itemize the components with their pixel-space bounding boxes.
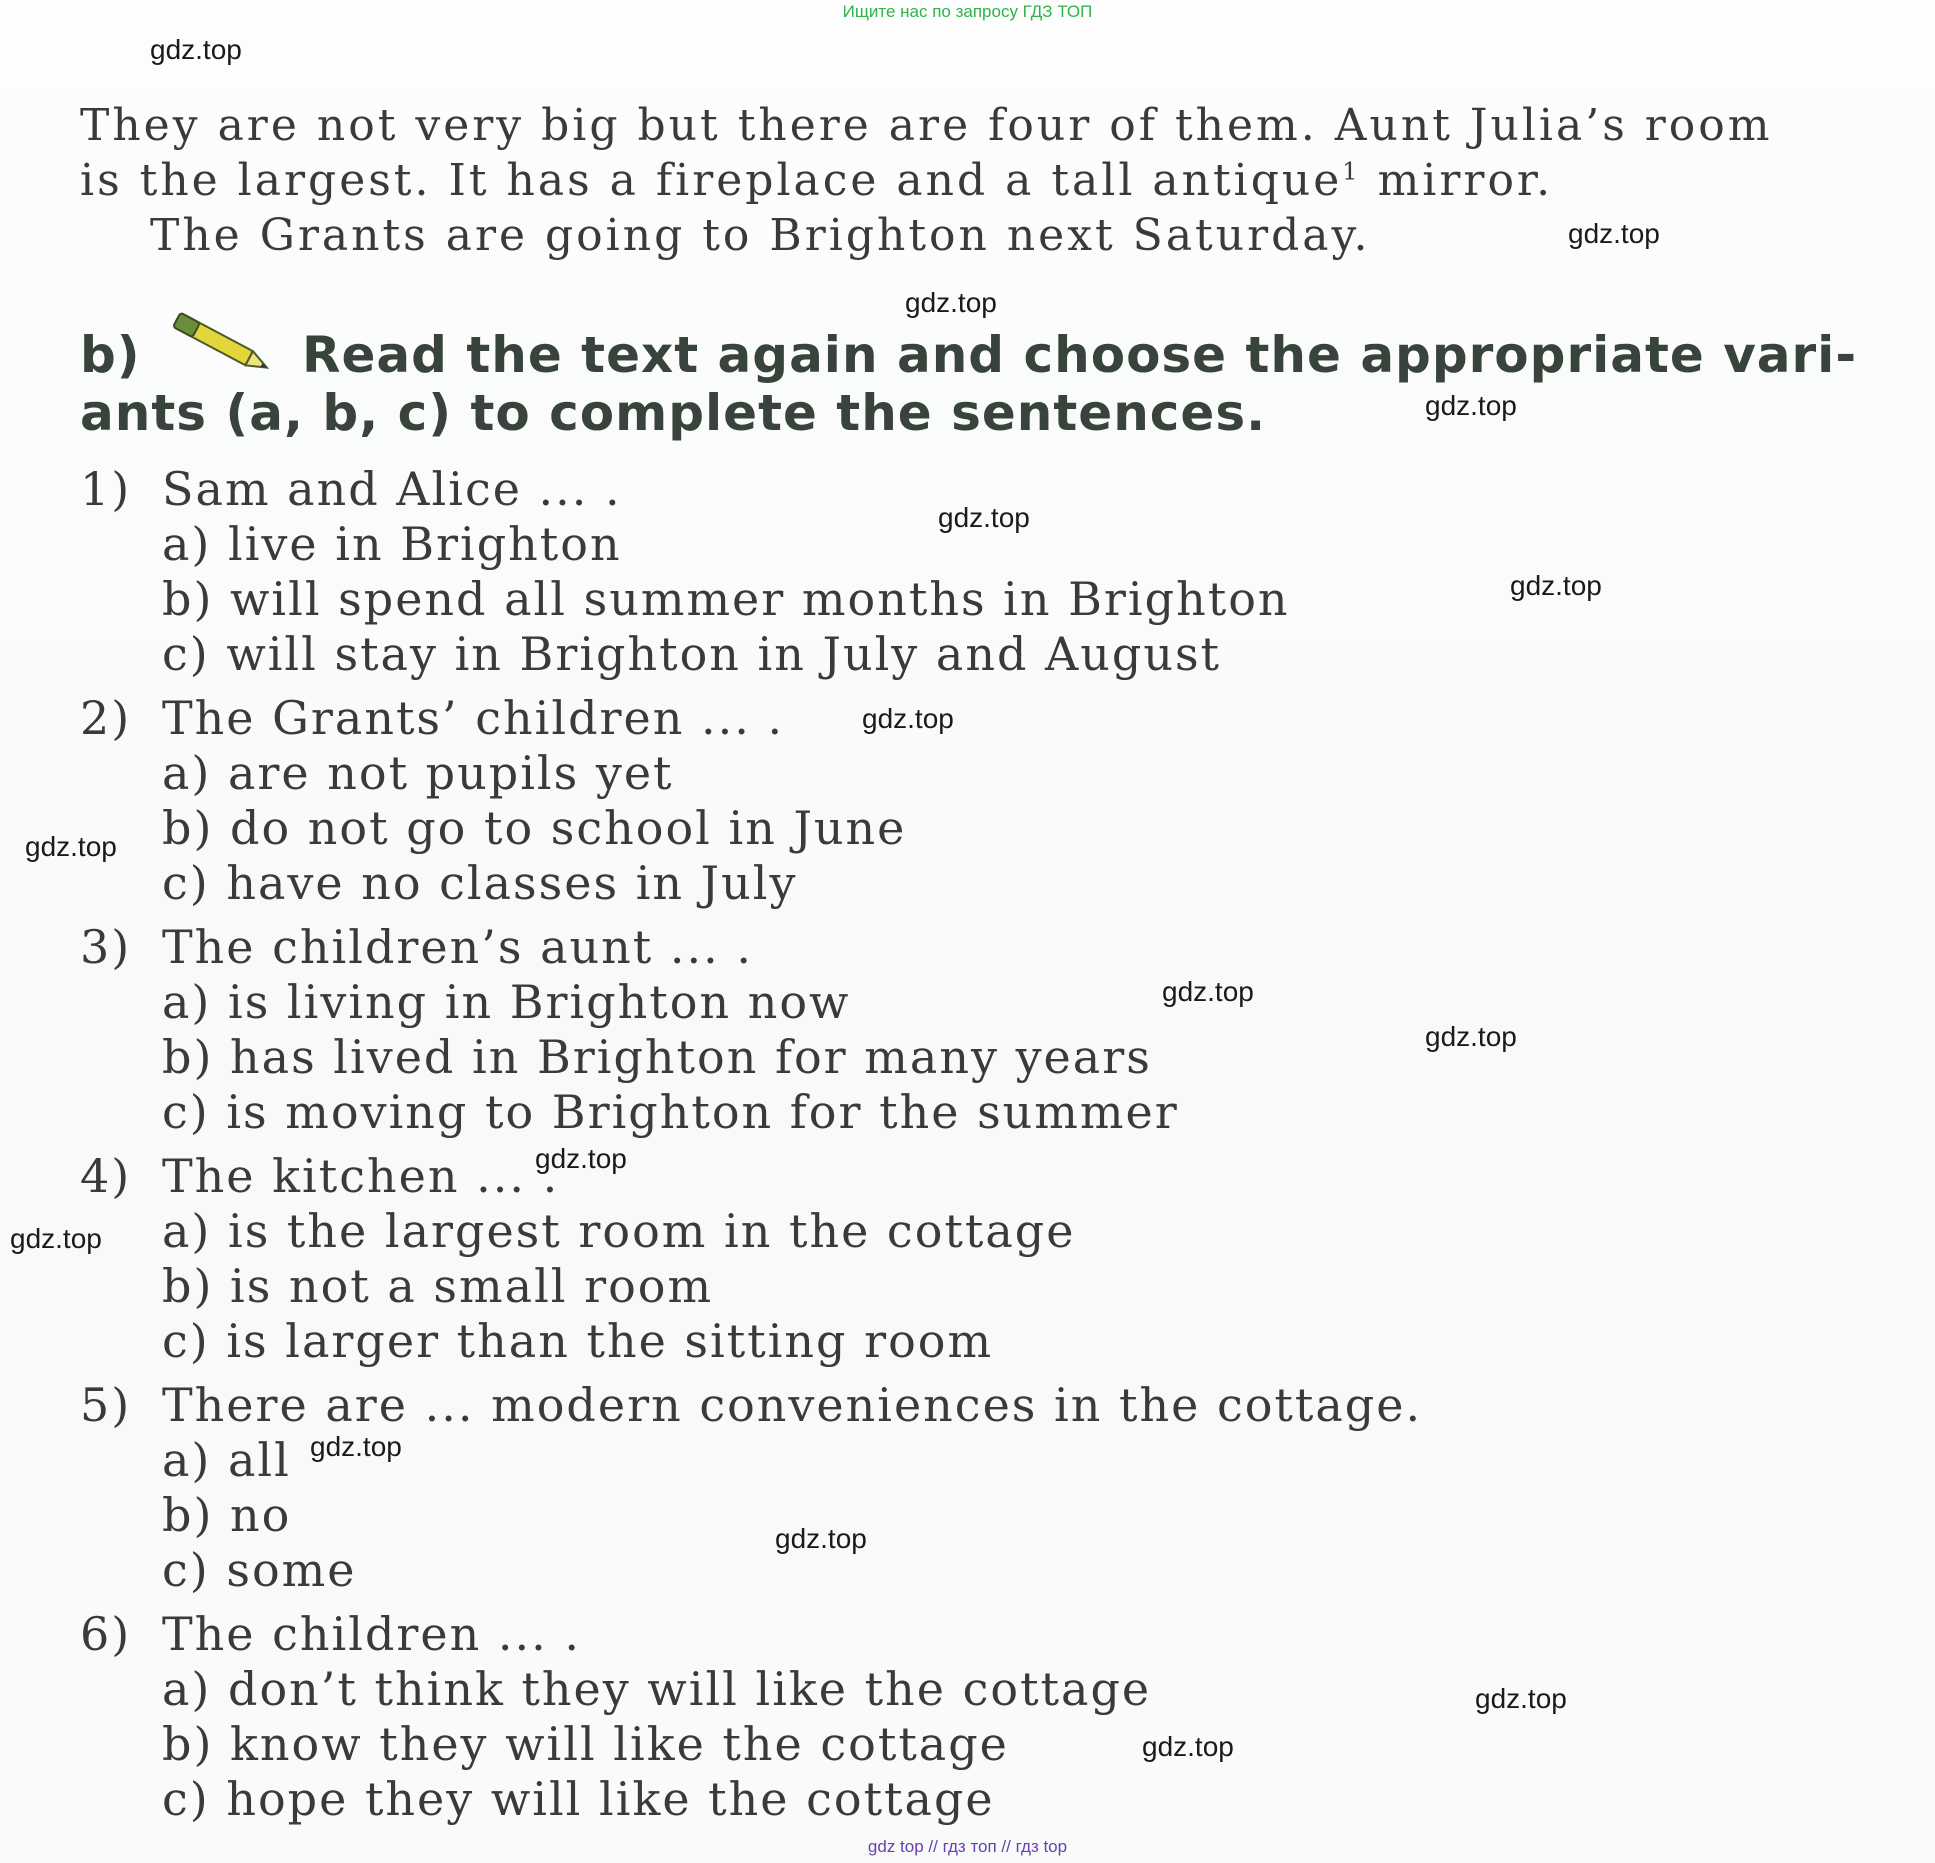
question-1-option-b: b) will spend all summer months in Brighton bbox=[162, 572, 1290, 626]
question-4-option-c: c) is larger than the sitting room bbox=[162, 1314, 994, 1368]
watermark: gdz.top bbox=[310, 1431, 402, 1462]
task-line-1: Read the text again and choose the appropriate vari- bbox=[302, 326, 1858, 384]
watermark: gdz.top bbox=[1475, 1683, 1567, 1714]
question-2-option-a: a) are not pupils yet bbox=[162, 746, 674, 800]
pencil-icon bbox=[160, 310, 280, 380]
question-5-number: 5) bbox=[80, 1378, 132, 1432]
question-3-text: The children’s aunt ... . bbox=[162, 920, 753, 974]
watermark: gdz.top bbox=[1568, 218, 1660, 249]
question-3-option-c: c) is moving to Brighton for the summer bbox=[162, 1085, 1179, 1139]
question-2-text: The Grants’ children ... . bbox=[162, 691, 785, 745]
intro-line-2 bbox=[80, 155, 1553, 206]
question-2-number: 2) bbox=[80, 691, 132, 745]
question-3-option-b: b) has lived in Brighton for many years bbox=[162, 1030, 1152, 1084]
watermark: gdz.top bbox=[938, 502, 1030, 533]
watermark: gdz.top bbox=[905, 287, 997, 318]
watermark: gdz.top bbox=[775, 1523, 867, 1554]
watermark: gdz.top bbox=[10, 1223, 102, 1254]
watermark: gdz.top bbox=[862, 703, 954, 734]
watermark: gdz.top bbox=[1510, 570, 1602, 601]
footnote-marker: 1 bbox=[1342, 157, 1361, 186]
question-5-text: There are ... modern conveniences in the cottage. bbox=[162, 1378, 1423, 1432]
question-6-option-a: a) don’t think they will like the cottage bbox=[162, 1662, 1152, 1716]
intro-line-2-text: is the largest. It has a fireplace and a tall antique bbox=[80, 155, 1343, 206]
question-1-option-a: a) live in Brighton bbox=[162, 517, 622, 571]
top-banner[interactable]: Ищите нас по запросу ГДЗ ТОП bbox=[842, 2, 1093, 21]
question-6-number: 6) bbox=[80, 1607, 132, 1661]
question-5-option-c: c) some bbox=[162, 1543, 357, 1597]
task-line-2: ants (a, b, c) to complete the sentences. bbox=[80, 384, 1267, 442]
question-6-option-c: c) hope they will like the cottage bbox=[162, 1772, 995, 1826]
question-4-number: 4) bbox=[80, 1149, 132, 1203]
watermark: gdz.top bbox=[1425, 1021, 1517, 1052]
bottom-banner[interactable]: gdz top // гдз топ // гдз top bbox=[867, 1837, 1068, 1856]
watermark: gdz.top bbox=[535, 1143, 627, 1174]
question-3-number: 3) bbox=[80, 920, 132, 974]
question-4-option-b: b) is not a small room bbox=[162, 1259, 714, 1313]
question-2-option-b: b) do not go to school in June bbox=[162, 801, 907, 855]
watermark: gdz.top bbox=[1142, 1731, 1234, 1762]
question-6-text: The children ... . bbox=[162, 1607, 581, 1661]
question-1-option-c: c) will stay in Brighton in July and August bbox=[162, 627, 1222, 681]
question-5-option-a: a) all bbox=[162, 1433, 291, 1487]
intro-line-2-end: mirror. bbox=[1377, 155, 1554, 206]
question-1-text: Sam and Alice ... . bbox=[162, 462, 622, 516]
intro-line-3: The Grants are going to Brighton next Saturday. bbox=[150, 210, 1371, 261]
watermark: gdz.top bbox=[1162, 976, 1254, 1007]
question-5-option-b: b) no bbox=[162, 1488, 292, 1542]
intro-line-1: They are not very big but there are four of them. Aunt Julia’s room bbox=[80, 100, 1773, 151]
question-4-text: The kitchen ... . bbox=[162, 1149, 560, 1203]
question-2-option-c: c) have no classes in July bbox=[162, 856, 798, 910]
watermark: gdz.top bbox=[1425, 390, 1517, 421]
watermark: gdz.top bbox=[150, 34, 242, 65]
question-3-option-a: a) is living in Brighton now bbox=[162, 975, 851, 1029]
question-1-number: 1) bbox=[80, 462, 132, 516]
watermark: gdz.top bbox=[25, 831, 117, 862]
question-6-option-b: b) know they will like the cottage bbox=[162, 1717, 1009, 1771]
task-label: b) bbox=[80, 326, 141, 384]
question-4-option-a: a) is the largest room in the cottage bbox=[162, 1204, 1076, 1258]
